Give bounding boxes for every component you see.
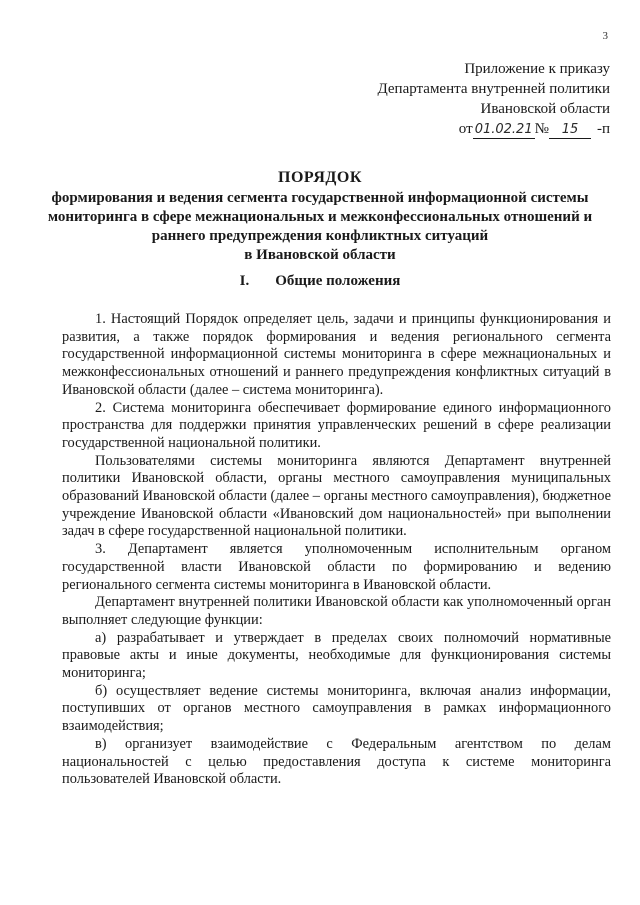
section-number: I. [239, 273, 250, 289]
section-title: Общие положения [275, 273, 401, 289]
paragraph-3: Пользователями системы мониторинга являются Департамент внутренней политики Ивановской области, органы местного самоуправления муниципальных образований Ивановской области (далее – органы местного самоуправления), бюджетное учреждение Ивановской области «Ивановский дом национальностей» при выполнении задач в сфере государственной национальной политики. [62, 452, 611, 540]
number-suffix: -п [596, 121, 610, 137]
paragraph-8: в) организует взаимодействие с Федеральным агентством по делам национальностей с целью предоставления доступа к системе мониторинга пользователей Ивановской области. [62, 735, 611, 788]
title-main: ПОРЯДОК [278, 169, 362, 186]
paragraph-7: б) осуществляет ведение системы мониторинга, включая анализ информации, поступивших от органов местного самоуправления в рамках информационного взаимодействия; [62, 682, 611, 735]
title-line-3: раннего предупреждения конфликтных ситуаций [151, 228, 489, 244]
paragraph-2: 2. Система мониторинга обеспечивает формирование единого информационного пространства для поддержки принятия управленческих решений в сфере реализации государственной национальной политики. [62, 399, 611, 451]
page-number: 3 [602, 30, 608, 42]
section-heading [0, 273, 640, 290]
number-value: 15 [549, 122, 591, 139]
title-line-2: мониторинга в сфере межнациональных и межконфессиональных отношений и [47, 209, 593, 225]
title-line-4: в Ивановской области [244, 247, 396, 263]
document-title [40, 168, 600, 265]
appendix-line-3: Ивановской области [480, 101, 610, 117]
paragraph-5: Департамент внутренней политики Ивановской области как уполномоченный орган выполняет следующие функции: [62, 594, 611, 628]
document-body [62, 311, 611, 789]
date-prefix: от [458, 121, 473, 137]
date-value: 01.02.21 [473, 122, 535, 139]
paragraph-4: 3. Департамент является уполномоченным исполнительным органом государственной власти Ивановской области по формированию и ведению регионального сегмента системы мониторинга в Ивановской области. [62, 541, 611, 593]
number-prefix: № [534, 121, 549, 137]
title-line-1: формирования и ведения сегмента государственной информационной системы [51, 190, 589, 206]
appendix-date-line [377, 119, 610, 139]
appendix-header [377, 59, 610, 139]
paragraph-6: а) разрабатывает и утверждает в пределах своих полномочий нормативные правовые акты и иные документы, необходимые для функционирования системы мониторинга; [62, 629, 611, 682]
appendix-line-2: Департамента внутренней политики [377, 81, 610, 97]
paragraph-1: 1. Настоящий Порядок определяет цель, задачи и принципы функционирования и развития, а также порядок формирования и ведения регионального сегмента государственной информационной системы мониторинга в сфере межнациональных и межконфессиональных отношений и раннего предупреждения конфликтных ситуаций в Ивановской области (далее – система мониторинга). [62, 311, 611, 398]
appendix-line-1: Приложение к приказу [464, 61, 610, 77]
